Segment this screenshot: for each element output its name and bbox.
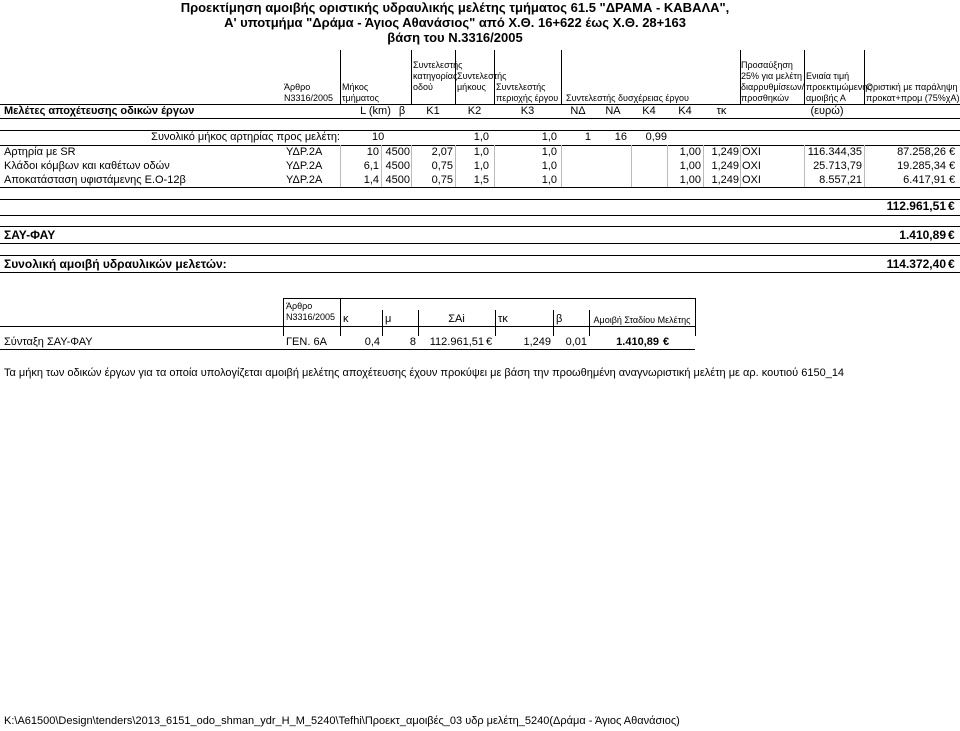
header-syntelestis-dysxereias: Συντελεστής δυσχέρειας έργου xyxy=(566,93,689,103)
header-eniaia-timi: Ενιαία τιμή προεκτιμώμενης αμοιβής Α xyxy=(806,71,872,103)
row-L: 1,4 xyxy=(363,174,379,186)
say-row-sai: 112.961,51 xyxy=(429,336,484,348)
row-K3: 1,0 xyxy=(541,160,557,172)
symbol-beta: β xyxy=(398,105,406,117)
row-K2: 1,0 xyxy=(473,146,489,158)
euro-symbol: € xyxy=(948,228,955,242)
total-value: 114.372,40 xyxy=(886,257,946,271)
total-length-L: 10 xyxy=(372,131,385,143)
euro-symbol: € xyxy=(486,336,493,348)
row-beta: 4500 xyxy=(385,174,410,186)
euro-symbol: € xyxy=(949,160,956,172)
say-header-k: κ xyxy=(343,313,349,325)
say-row-k: 0,4 xyxy=(364,336,380,348)
row-L: 6,1 xyxy=(363,160,379,172)
euro-symbol: € xyxy=(949,146,956,158)
symbol-tk: τκ xyxy=(716,105,727,117)
euro-symbol: € xyxy=(949,174,956,186)
row-K2: 1,0 xyxy=(473,160,489,172)
row-name: Κλάδοι κόμβων και καθέτων οδών xyxy=(4,160,170,172)
row-K1: 0,75 xyxy=(431,160,453,172)
say-row-mu: 8 xyxy=(409,336,416,348)
say-row-arthro: ΓΕΝ. 6Α xyxy=(286,336,327,348)
say-header-arthro: Άρθρο Ν3316/2005 xyxy=(286,301,336,322)
row-K4: 1,00 xyxy=(679,174,701,186)
symbol-euro: (ευρώ) xyxy=(810,105,844,117)
symbol-K1: K1 xyxy=(426,105,440,117)
row-oristiki: 19.285,34 xyxy=(897,160,946,172)
row-code: ΥΔΡ.2Α xyxy=(286,160,323,172)
row-prosafxisi: ΟΧΙ xyxy=(742,146,761,158)
symbol-NA: ΝΑ xyxy=(605,105,621,117)
say-header-amoivi: Αμοιβή Σταδίου Μελέτης xyxy=(593,315,691,325)
row-K4: 1,00 xyxy=(679,146,701,158)
row-K1: 0,75 xyxy=(431,174,453,186)
symbol-K3: K3 xyxy=(520,105,535,117)
header-syntelestis-katigorias: Συντελεστής κατηγορίας οδού xyxy=(413,60,463,92)
title-line-1: Προεκτίμηση αμοιβής οριστικής υδραυλικής μελέτης τμήματος 61.5 "ΔΡΑΜΑ - ΚΑΒΑΛΑ", xyxy=(180,0,730,15)
row-beta: 4500 xyxy=(385,146,410,158)
say-row-beta: 0,01 xyxy=(565,336,587,348)
say-fay-value: 1.410,89 xyxy=(899,228,946,242)
header-prosafxisi: Προσαύξηση 25% για μελέτη διαρρυθμίσεων/ προσθηκών xyxy=(741,60,805,103)
symbol-K4-b: K4 xyxy=(678,105,692,117)
footer-file-path: K:\A61500\Design\tenders\2013_6151_odo_shman_ydr_H_M_5240\Tefhi\Προεκτ_αμοιβές_03 υδρ μελέτη_5240(Δράμα - Άγιος Αθανάσιος) xyxy=(4,715,680,727)
symbol-L: L (km) xyxy=(360,105,391,117)
row-code: ΥΔΡ.2Α xyxy=(286,174,323,186)
header-arthro: Άρθρο Ν3316/2005 xyxy=(284,82,334,103)
header-syntelestis-mikous: Συντελεστής μήκους xyxy=(457,71,507,92)
say-row-label: Σύνταξη ΣΑΥ-ΦΑΥ xyxy=(4,336,93,348)
row-K3: 1,0 xyxy=(541,146,557,158)
row-amount-A: 25.713,79 xyxy=(813,160,862,172)
total-length-NA: 16 xyxy=(614,131,627,143)
row-oristiki: 87.258,26 xyxy=(897,146,946,158)
subtotal-value: 112.961,51 xyxy=(886,199,946,213)
say-header-sai: ΣΑi xyxy=(448,313,465,325)
total-length-ND: 1 xyxy=(584,131,591,143)
note-text: Τα μήκη των οδικών έργων για τα οποία υπολογίζεται αμοιβή μελέτης αποχέτευσης έχουν προκύψει με βάση την προωθημένη αναγνωριστική μελέτη με αρ. κουτιού 6150_14 xyxy=(4,367,845,379)
say-header-mu: μ xyxy=(385,313,392,325)
symbol-ND: ΝΔ xyxy=(570,105,586,117)
euro-symbol: € xyxy=(948,257,955,271)
row-tk: 1,249 xyxy=(711,174,739,186)
row-amount-A: 8.557,21 xyxy=(819,174,862,186)
row-beta: 4500 xyxy=(385,160,410,172)
total-length-label: Συνολικό μήκος αρτηρίας προς μελέτη: xyxy=(151,131,340,143)
row-amount-A: 116.344,35 xyxy=(807,146,862,158)
header-oristiki: Οριστική με παράληψη προκατ+προμ (75%χΑ) xyxy=(866,82,960,103)
header-mikos: Μήκος τμήματος xyxy=(342,82,379,103)
row-prosafxisi: ΟΧΙ xyxy=(742,174,761,186)
total-length-K2: 1,0 xyxy=(473,131,489,143)
header-syntelestis-perioxis: Συντελεστής περιοχής έργου xyxy=(496,82,559,103)
say-row-tk: 1,249 xyxy=(523,336,551,348)
row-tk: 1,249 xyxy=(711,160,739,172)
total-length-K3: 1,0 xyxy=(541,131,557,143)
symbol-K4-a: K4 xyxy=(642,105,656,117)
row-K3: 1,0 xyxy=(541,174,557,186)
row-code: ΥΔΡ.2Α xyxy=(286,146,323,158)
row-name: Αποκατάσταση υφιστάμενης Ε.Ο-12β xyxy=(4,174,186,186)
symbol-K2: K2 xyxy=(467,105,482,117)
row-name: Αρτηρία με SR xyxy=(4,146,76,158)
row-K1: 2,07 xyxy=(431,146,453,158)
row-oristiki: 6.417,91 xyxy=(903,174,946,186)
total-length-K4: 0,99 xyxy=(645,131,667,143)
say-header-beta: β xyxy=(556,313,563,325)
row-K4: 1,00 xyxy=(679,160,701,172)
say-fay-label: ΣΑΥ-ΦΑΥ xyxy=(4,228,56,242)
euro-symbol: € xyxy=(948,199,955,213)
title-line-2: Α' υποτμήμα "Δράμα - Άγιος Αθανάσιος" από Χ.Θ. 16+622 έως Χ.Θ. 28+163 xyxy=(224,15,686,30)
row-K2: 1,5 xyxy=(473,174,489,186)
total-label: Συνολική αμοιβή υδραυλικών μελετών: xyxy=(4,257,227,271)
say-row-amoivi: 1.410,89 xyxy=(616,336,659,348)
euro-symbol: € xyxy=(663,336,670,348)
say-header-tk: τκ xyxy=(498,313,508,325)
row-prosafxisi: ΟΧΙ xyxy=(742,160,761,172)
row-L: 10 xyxy=(366,146,379,158)
section-label: Μελέτες αποχέτευσης οδικών έργων xyxy=(4,105,195,117)
row-tk: 1,249 xyxy=(711,146,739,158)
title-line-3: βάση του Ν.3316/2005 xyxy=(387,30,523,45)
